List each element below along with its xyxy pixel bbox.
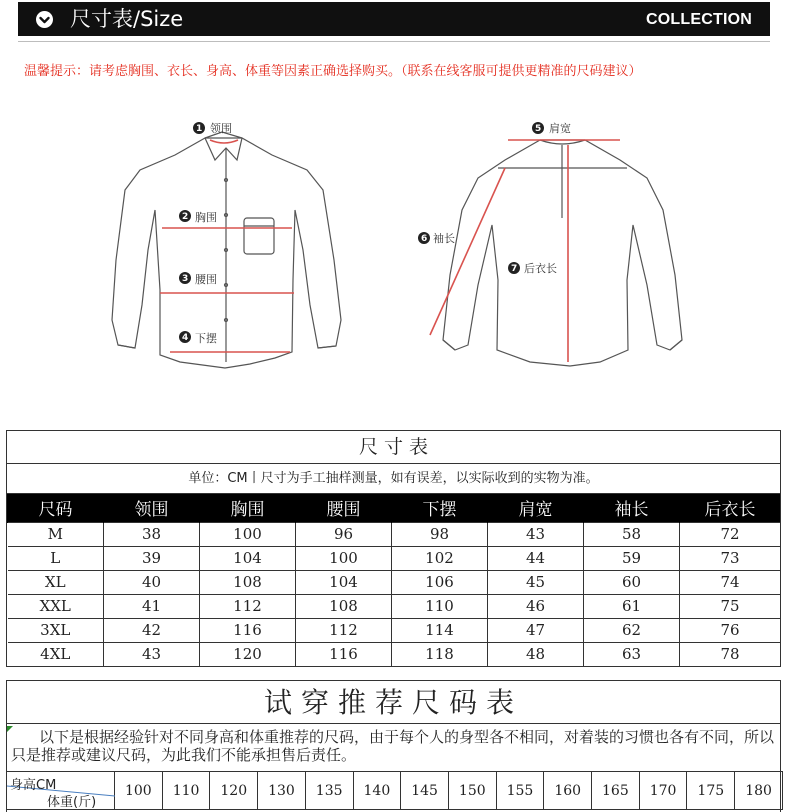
table-row [8, 570, 781, 594]
table-cell: 116 [296, 642, 392, 666]
table-cell: 40 [104, 570, 200, 594]
table-cell: 43 [488, 522, 584, 546]
table-cell: XL [8, 570, 104, 594]
svg-text:7: 7 [511, 264, 518, 274]
svg-text:腰围: 腰围 [195, 273, 217, 286]
table-row [8, 594, 781, 618]
corner-header-cell [7, 772, 115, 810]
table-cell: 63 [584, 642, 680, 666]
collection-label: COLLECTION [646, 11, 752, 28]
table-row [7, 772, 783, 810]
table-cell: 104 [200, 546, 296, 570]
svg-text:领围: 领围 [210, 122, 232, 135]
table-cell: 110 [392, 594, 488, 618]
weight-cell: 175 [687, 772, 735, 810]
table-cell: 48 [488, 642, 584, 666]
table-cell: 112 [296, 618, 392, 642]
svg-text:3: 3 [182, 274, 189, 284]
back-measure-lines [430, 140, 620, 362]
weight-cell: 110 [162, 772, 210, 810]
recommendation-table [6, 680, 781, 812]
height-axis-label: 身高CM [10, 778, 57, 793]
weight-cell: 100 [115, 772, 163, 810]
front-shirt-drawing [112, 132, 341, 368]
table-cell: 78 [680, 642, 781, 666]
table-row [8, 618, 781, 642]
corner-marker-icon [7, 726, 13, 732]
table-cell: 100 [296, 546, 392, 570]
column-header: 后衣长 [680, 494, 781, 522]
table-cell: 98 [392, 522, 488, 546]
table-cell: 42 [104, 618, 200, 642]
table-cell: 112 [200, 594, 296, 618]
table-cell: 96 [296, 522, 392, 546]
size-grid [7, 494, 780, 666]
table-cell: 58 [584, 522, 680, 546]
svg-text:下摆: 下摆 [195, 332, 217, 345]
table-row [8, 522, 781, 546]
weight-cell: 155 [496, 772, 544, 810]
weight-cell: 170 [639, 772, 687, 810]
table-cell: 75 [680, 594, 781, 618]
table-cell: 60 [584, 570, 680, 594]
back-shirt-drawing [443, 140, 682, 366]
label-shoulder [532, 121, 571, 135]
column-header: 胸围 [200, 494, 296, 522]
table-cell: 61 [584, 594, 680, 618]
recommendation-description: 以下是根据经验针对不同身高和体重推荐的尺码，由于每个人的身型各不相同，对着装的习惯也各有不同，所以只是推荐或建议尺码，为此我们不能承担售后责任。 [11, 728, 775, 764]
table-cell: L [8, 546, 104, 570]
weight-axis-label: 体重(斤) [47, 795, 97, 810]
size-header-row [8, 494, 781, 522]
table-cell: 118 [392, 642, 488, 666]
weight-cell: 180 [735, 772, 783, 810]
table-cell: 46 [488, 594, 584, 618]
table-row [8, 642, 781, 666]
table-cell: 38 [104, 522, 200, 546]
table-cell: 108 [200, 570, 296, 594]
page-title: 尺寸表/Size [70, 7, 184, 31]
table-cell: 59 [584, 546, 680, 570]
recommendation-title: 试穿推荐尺码表 [7, 681, 780, 724]
weight-cell: 145 [401, 772, 449, 810]
column-header: 袖长 [584, 494, 680, 522]
table-cell: M [8, 522, 104, 546]
table-cell: 44 [488, 546, 584, 570]
weight-cell: 130 [258, 772, 306, 810]
table-cell: 74 [680, 570, 781, 594]
label-hem [179, 331, 217, 345]
header-bar [18, 2, 770, 36]
heart-chevron-icon [36, 11, 53, 28]
table-cell: 116 [200, 618, 296, 642]
recommendation-grid [6, 771, 783, 810]
svg-text:袖长: 袖长 [433, 232, 455, 245]
table-cell: 104 [296, 570, 392, 594]
table-cell: 62 [584, 618, 680, 642]
table-cell: 45 [488, 570, 584, 594]
table-cell: 39 [104, 546, 200, 570]
svg-text:4: 4 [182, 333, 189, 343]
shirt-measurement-diagram [0, 100, 790, 400]
weight-cell: 165 [592, 772, 640, 810]
svg-text:后衣长: 后衣长 [524, 262, 557, 275]
header-divider [18, 41, 770, 42]
column-header: 尺码 [8, 494, 104, 522]
weight-cell: 120 [210, 772, 258, 810]
table-cell: 102 [392, 546, 488, 570]
column-header: 腰围 [296, 494, 392, 522]
size-table-note: 单位：CM丨尺寸为手工抽样测量，如有误差，以实际收到的实物为准。 [7, 464, 780, 494]
weight-cell: 160 [544, 772, 592, 810]
svg-text:1: 1 [196, 124, 203, 134]
svg-text:5: 5 [535, 124, 542, 134]
table-cell: 3XL [8, 618, 104, 642]
table-cell: 4XL [8, 642, 104, 666]
table-cell: 47 [488, 618, 584, 642]
size-table-title: 尺 寸 表 [7, 431, 780, 464]
weight-cell: 140 [353, 772, 401, 810]
weight-cell: 150 [448, 772, 496, 810]
table-cell: 100 [200, 522, 296, 546]
label-chest [179, 210, 217, 224]
table-cell: 41 [104, 594, 200, 618]
svg-text:肩宽: 肩宽 [549, 122, 571, 135]
column-header: 下摆 [392, 494, 488, 522]
svg-text:胸围: 胸围 [195, 211, 217, 224]
table-cell: 73 [680, 546, 781, 570]
table-cell: XXL [8, 594, 104, 618]
table-cell: 120 [200, 642, 296, 666]
table-cell: 106 [392, 570, 488, 594]
label-waist [179, 272, 217, 286]
svg-text:6: 6 [421, 234, 428, 244]
column-header: 领围 [104, 494, 200, 522]
label-collar [193, 121, 232, 135]
table-cell: 114 [392, 618, 488, 642]
purchase-tip: 温馨提示：请考虑胸围、衣长、身高、体重等因素正确选择购买。（联系在线客服可提供更精准的尺码建议） [24, 64, 642, 79]
label-sleeve [418, 231, 455, 245]
label-back-length [508, 262, 557, 275]
column-header: 肩宽 [488, 494, 584, 522]
weight-cell: 135 [305, 772, 353, 810]
table-cell: 72 [680, 522, 781, 546]
table-cell: 43 [104, 642, 200, 666]
table-cell: 108 [296, 594, 392, 618]
size-table [6, 430, 781, 667]
table-row [8, 546, 781, 570]
table-cell: 76 [680, 618, 781, 642]
svg-text:2: 2 [182, 212, 189, 222]
